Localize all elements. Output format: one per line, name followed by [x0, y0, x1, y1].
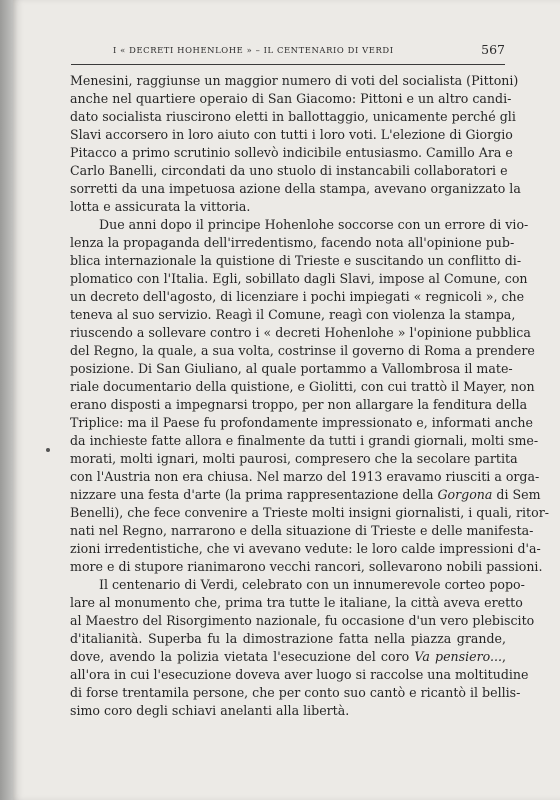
italic-title: Va pensiero...	[414, 649, 502, 664]
page-header	[73, 40, 505, 60]
text-line: nati nel Regno, narrarono e della situazione di Trieste e delle manifesta-	[70, 523, 534, 538]
text-line: Il centenario di Verdi, celebrato con un innumerevole corteo popo-	[99, 577, 525, 592]
header-rule	[71, 64, 505, 65]
text-line: simo coro degli schiavi anelanti alla libertà.	[70, 703, 350, 718]
text-line: di forse trentamila persone, che per conto suo cantò e ricantò il bellis-	[70, 685, 521, 700]
page-gutter-shadow	[0, 0, 13, 800]
body-text	[70, 72, 549, 720]
text-line: morati, molti ignari, molti paurosi, compresero che la secolare partita	[70, 451, 518, 466]
text-line: con l'Austria non era chiusa. Nel marzo del 1913 eravamo riusciti a orga-	[70, 469, 540, 484]
text-line: erano disposti a impegnarsi troppo, per non allargare la fenditura della	[70, 397, 528, 412]
text-line: anche nel quartiere operaio di San Giacomo: Pittoni e un altro candi-	[70, 91, 512, 106]
italic-title: Gorgona	[437, 487, 493, 502]
text-line: Benelli), che fece convenire a Trieste molti insigni giornalisti, i quali, ritor-	[70, 505, 549, 520]
text-line: teneva al suo servizio. Reagì il Comune, reagì con violenza la stampa,	[70, 307, 516, 322]
page-number: 567	[481, 42, 505, 57]
text-line: dove, avendo la polizia vietata l'esecuzione del coro Va pensiero...,	[70, 649, 506, 664]
text-line: un decreto dell'agosto, di licenziare i pochi impiegati « regnicoli », che	[70, 289, 525, 304]
text-line: lenza la propaganda dell'irredentismo, facendo nota all'opinione pub-	[70, 235, 515, 250]
text-line: sorretti da una impetuosa azione della stampa, avevano organizzato la	[70, 181, 521, 196]
text-line: blica internazionale la quistione di Trieste e suscitando un conflitto di-	[70, 253, 522, 268]
text-line: Due anni dopo il principe Hohenlohe soccorse con un errore di vio-	[99, 217, 529, 232]
text-line: Pitacco a primo scrutinio sollevò indicibile entusiasmo. Camillo Ara e	[70, 145, 513, 160]
margin-speck	[46, 448, 50, 452]
text-line: del Regno, la quale, a sua volta, costrinse il governo di Roma a prendere	[70, 343, 535, 358]
text-line: riale documentario della quistione, e Giolitti, con cui trattò il Mayer, non	[70, 379, 535, 394]
text-line: Menesini, raggiunse un maggior numero di voti del socialista (Pittoni)	[70, 73, 519, 88]
running-head: I « DECRETI HOHENLOHE » – IL CENTENARIO DI VERDI	[113, 45, 394, 55]
text-line: plomatico con l'Italia. Egli, sobillato dagli Slavi, impose al Comune, con	[70, 271, 528, 286]
text-line: d'italianità. Superba fu la dimostrazione fatta nella piazza grande,	[70, 631, 506, 646]
text-line: da inchieste fatte allora e finalmente da tutti i grandi giornali, molti sme-	[70, 433, 539, 448]
text-line: dato socialista riuscirono eletti in ballottaggio, unicamente perché gli	[70, 109, 516, 124]
text-line: zioni irredentistiche, che vi avevano vedute: le loro calde impressioni d'a-	[70, 541, 541, 556]
text-line: al Maestro del Risorgimento nazionale, fu occasione d'un vero plebiscito	[70, 613, 535, 628]
text-line: riuscendo a sollevare contro i « decreti Hohenlohe » l'opinione pubblica	[70, 325, 531, 340]
text-line: more e di stupore rianimarono vecchi rancori, sollevarono nobili passioni.	[70, 559, 543, 574]
text-line: lotta e assicurata la vittoria.	[70, 199, 251, 214]
text-line: Triplice: ma il Paese fu profondamente impressionato e, informati anche	[70, 415, 533, 430]
text-line: lare al monumento che, prima tra tutte le italiane, la città aveva eretto	[70, 595, 523, 610]
text-line: all'ora in cui l'esecuzione doveva aver luogo si raccolse una moltitudine	[70, 667, 529, 682]
book-page	[13, 0, 560, 800]
text-line: nizzare una festa d'arte (la prima rappresentazione della Gorgona di Sem	[70, 487, 541, 502]
text-line: posizione. Di San Giuliano, al quale portammo a Vallombrosa il mate-	[70, 361, 513, 376]
text-line: Slavi accorsero in loro aiuto con tutti i loro voti. L'elezione di Giorgio	[70, 127, 513, 142]
text-line: Carlo Banelli, circondati da uno stuolo di instancabili collaboratori e	[70, 163, 508, 178]
